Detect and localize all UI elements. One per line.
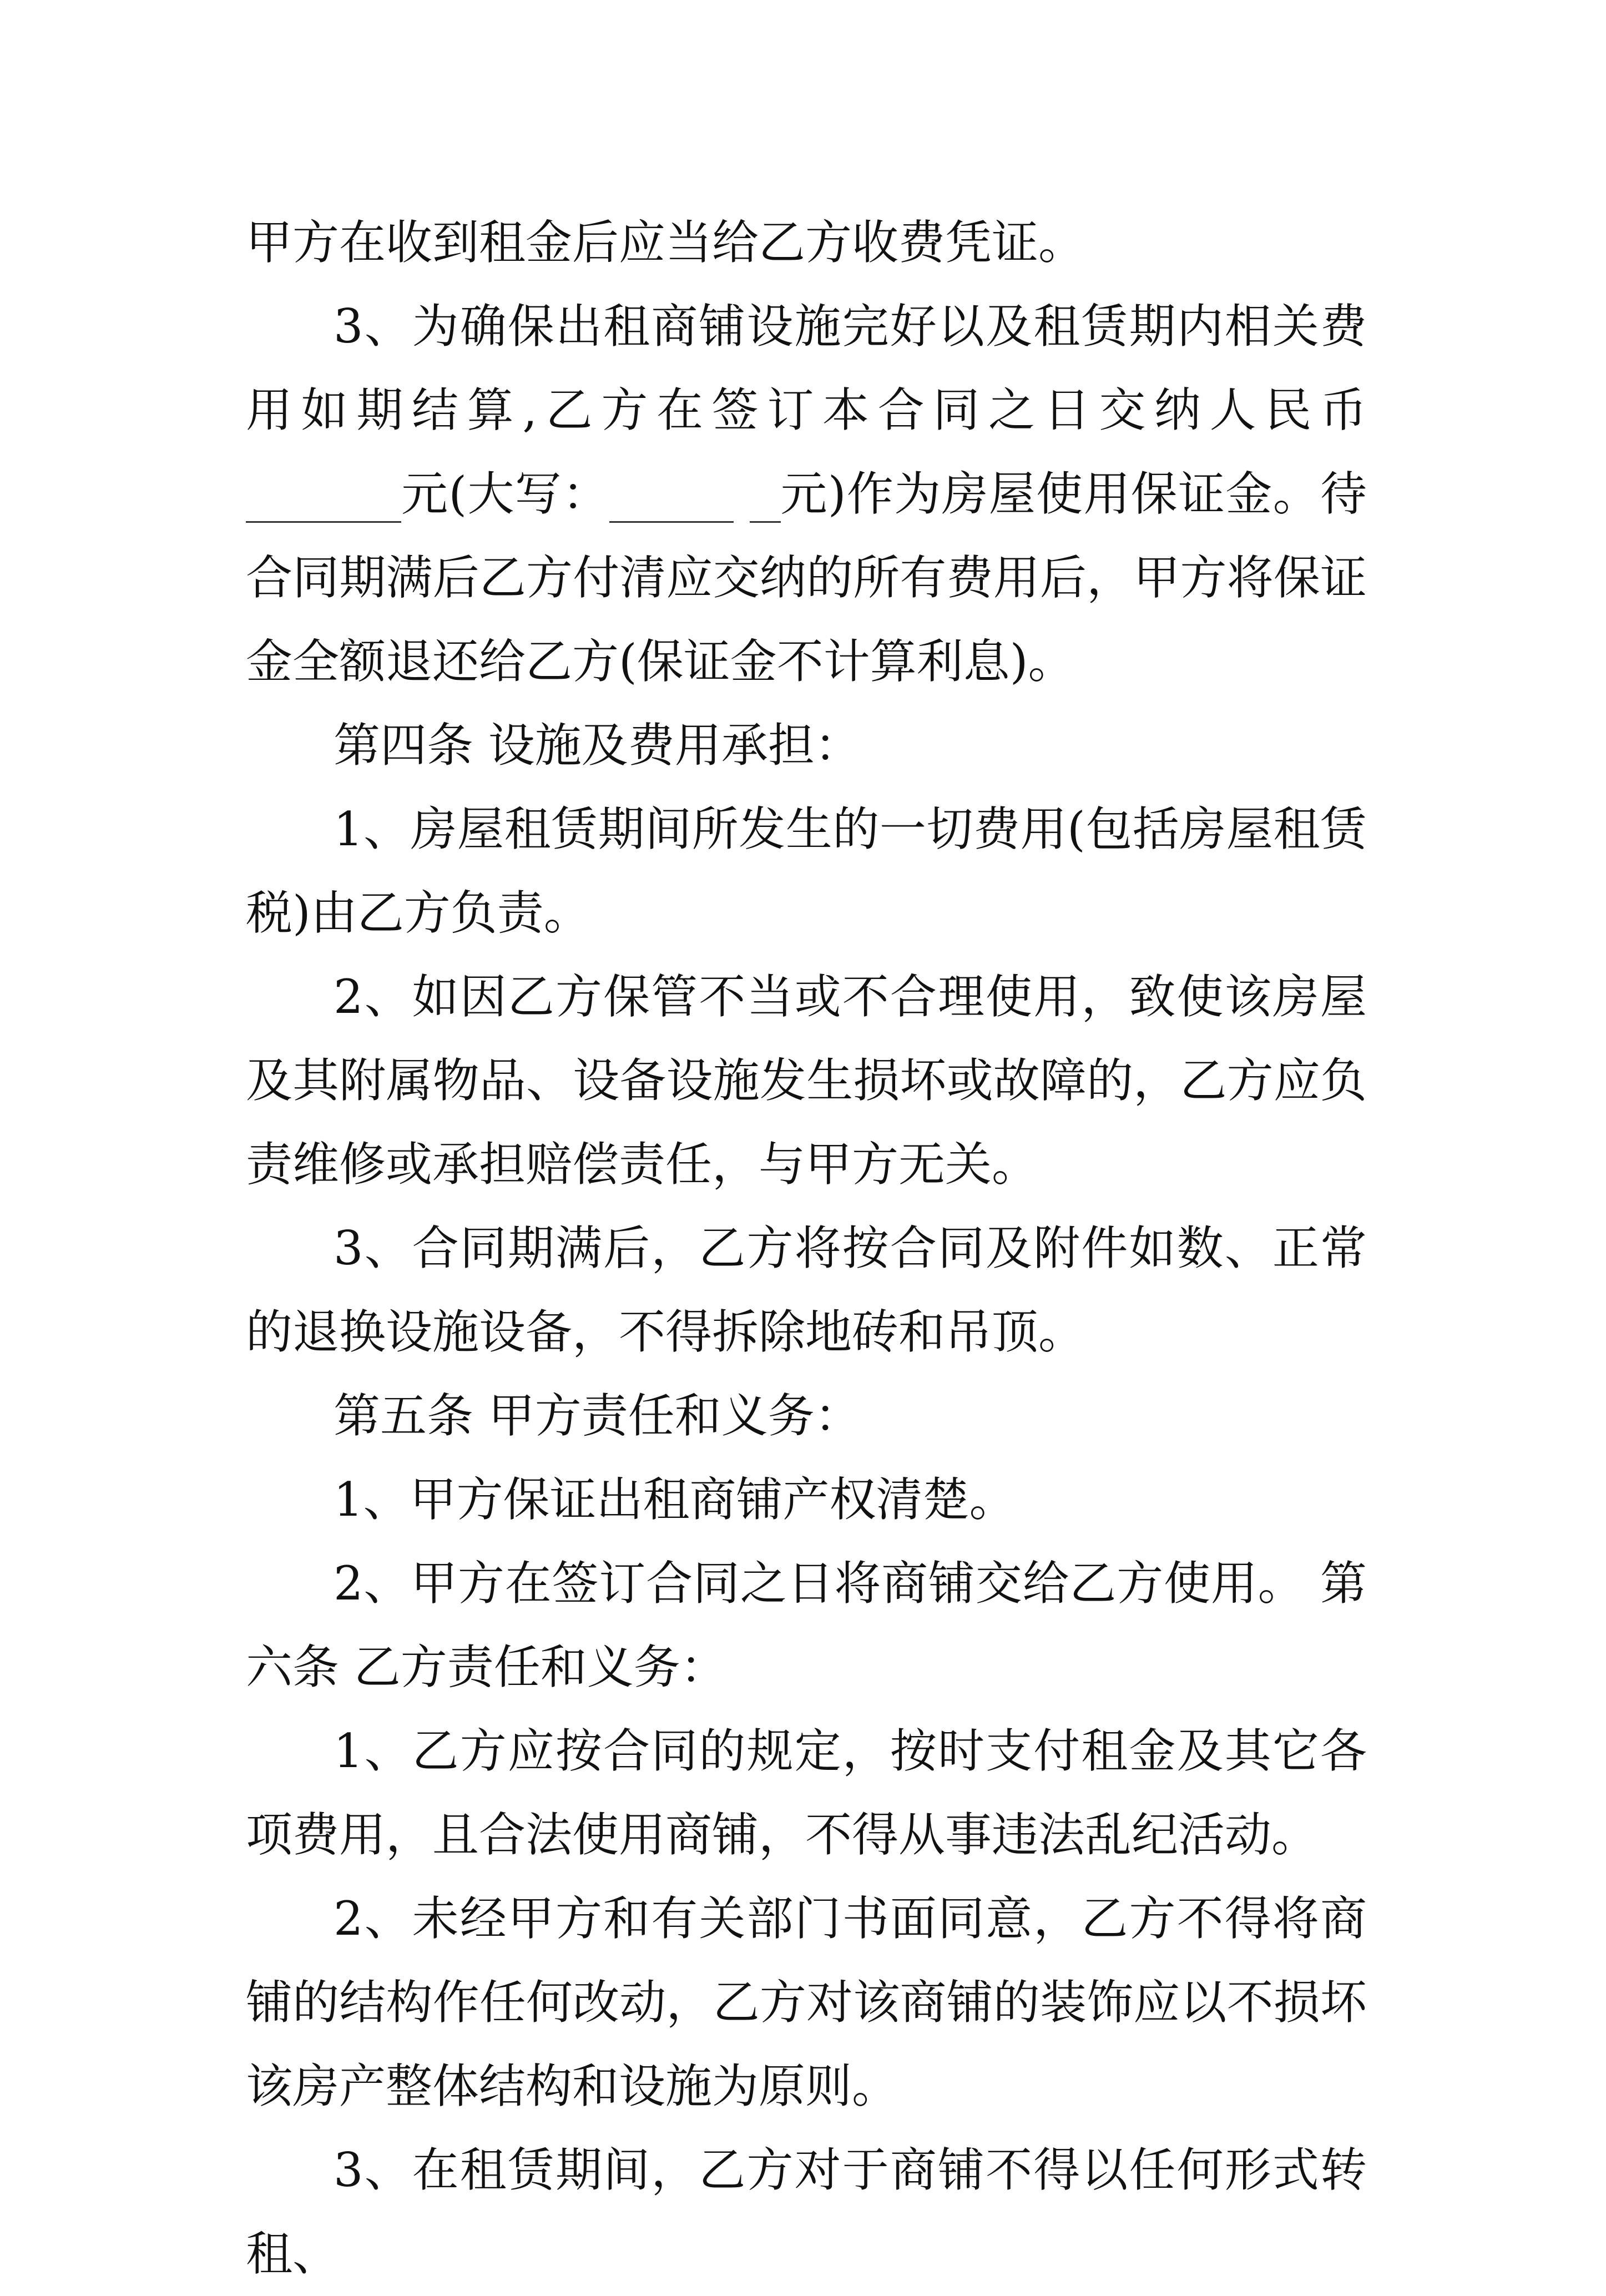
paragraph-article-6-item-3: 3、在租赁期间，乙方对于商铺不得以任何形式转租、 xyxy=(246,2143,1367,2281)
section-heading-article-5: 第五条 甲方责任和义务： xyxy=(334,1389,861,1443)
deposit-text-a: 3、为确保出租商铺设施完好以及租赁期内相关费用如期结算,乙方在签订本合同之日交纳人民币 xyxy=(246,299,1367,437)
deposit-uppercase-blank-2 xyxy=(750,467,781,523)
deposit-text-b: 元(大写： xyxy=(401,467,610,521)
paragraph-receipt: 甲方在收到租金后应当给乙方收费凭证。 xyxy=(246,215,1085,270)
paragraph-article-6-item-2: 2、未经甲方和有关部门书面同意，乙方不得将商铺的结构作任何改动，乙方对该商铺的装饰应以不损坏该房产整体结构和设施为原则。 xyxy=(246,1891,1367,2113)
paragraph-deposit xyxy=(246,285,1367,704)
section-heading-article-4: 第四条 设施及费用承担： xyxy=(334,718,861,773)
paragraph-article-5-item-1: 1、甲方保证出租商铺产权清楚。 xyxy=(334,1472,1016,1527)
paragraph-article-4-item-3: 3、合同期满后，乙方将按合同及附件如数、正常的退换设施设备，不得拆除地砖和吊顶。 xyxy=(246,1221,1367,1359)
deposit-amount-blank xyxy=(246,467,401,523)
deposit-uppercase-blank xyxy=(609,467,734,523)
deposit-text-d: 元)作为房屋使用保证金。待合同期满后乙方付清应交纳的所有费用后，甲方将保证金全额退还给乙方(保证金不计算利息)。 xyxy=(246,467,1367,689)
paragraph-article-4-item-2: 2、如因乙方保管不当或不合理使用，致使该房屋及其附属物品、设备设施发生损坏或故障的，乙方应负责维修或承担赔偿责任，与甲方无关。 xyxy=(246,970,1367,1192)
paragraph-article-4-item-1: 1、房屋租赁期间所发生的一切费用(包括房屋租赁税)由乙方负责。 xyxy=(246,802,1367,940)
paragraph-article-5-item-2: 2、甲方在签订合同之日将商铺交给乙方使用。 第六条 乙方责任和义务： xyxy=(246,1556,1367,1694)
document-body xyxy=(246,201,1367,2296)
paragraph-article-6-item-1: 1、乙方应按合同的规定，按时支付租金及其它各项费用，且合法使用商铺，不得从事违法乱纪活动。 xyxy=(246,1724,1367,1862)
deposit-text-c xyxy=(734,467,749,521)
